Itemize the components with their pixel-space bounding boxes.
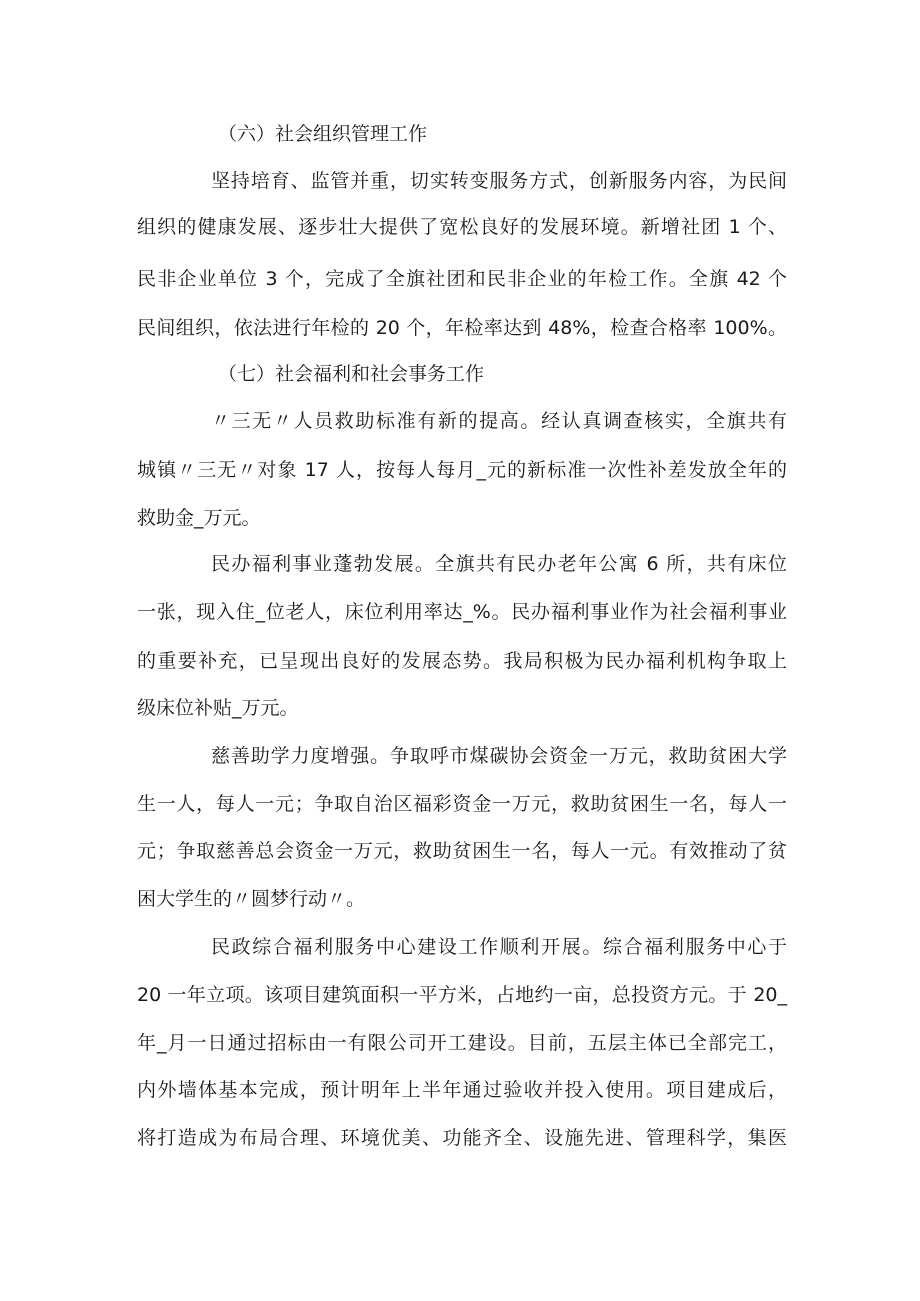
paragraph-line: 民政综合福利服务中心建设工作顺利开展。综合福利服务中心于 [211, 936, 787, 958]
paragraph-line: 〃三无〃人员救助标准有新的提高。经认真调查核实，全旗共有 [211, 410, 787, 432]
section-heading-social-organization: （六）社会组织管理工作 [218, 123, 428, 145]
paragraph-line: 民非企业单位 3 个，完成了全旗社团和民非企业的年检工作。全旗 42 个 [137, 268, 787, 290]
paragraph-line: 民办福利事业蓬勃发展。全旗共有民办老年公寓 6 所，共有床位 [211, 553, 787, 575]
paragraph-line: 20 一年立项。该项目建筑面积一平方米，占地约一亩，总投资方元。于 20_ [137, 984, 787, 1006]
paragraph-line: 级床位补贴_万元。 [137, 697, 299, 719]
paragraph-line: 将打造成为布局合理、环境优美、功能齐全、设施先进、管理科学，集医 [137, 1127, 787, 1149]
paragraph-line: 一张，现入住_位老人，床位利用率达_%。民办福利事业作为社会福利事业 [137, 601, 787, 623]
paragraph-line: 困大学生的〃圆梦行动〃。 [137, 888, 366, 910]
paragraph-line: 组织的健康发展、逐步壮大提供了宽松良好的发展环境。新增社团 1 个、 [137, 216, 787, 238]
section-heading-social-welfare: （七）社会福利和社会事务工作 [218, 363, 485, 385]
paragraph-line: 城镇〃三无〃对象 17 人，按每人每月_元的新标准一次性补差发放全年的 [137, 459, 787, 481]
paragraph-line: 慈善助学力度增强。争取呼市煤碳协会资金一万元，救助贫困大学 [211, 745, 787, 767]
paragraph-line: 生一人，每人一元；争取自治区福彩资金一万元，救助贫困生一名，每人一 [137, 793, 787, 815]
paragraph-line: 元；争取慈善总会资金一万元，救助贫困生一名，每人一元。有效推动了贫 [137, 840, 787, 862]
paragraph-line: 民间组织，依法进行年检的 20 个，年检率达到 48%，检查合格率 100%。 [137, 317, 787, 339]
paragraph-line: 的重要补充，已呈现出良好的发展态势。我局积极为民办福利机构争取上 [137, 650, 787, 672]
paragraph-line: 坚持培育、监管并重，切实转变服务方式，创新服务内容，为民间 [211, 170, 787, 192]
paragraph-line: 救助金_万元。 [137, 507, 261, 529]
paragraph-line: 年_月一日通过招标由一有限公司开工建设。目前，五层主体已全部完工， [137, 1032, 787, 1054]
paragraph-line: 内外墙体基本完成，预计明年上半年通过验收并投入使用。项目建成后， [137, 1079, 787, 1101]
